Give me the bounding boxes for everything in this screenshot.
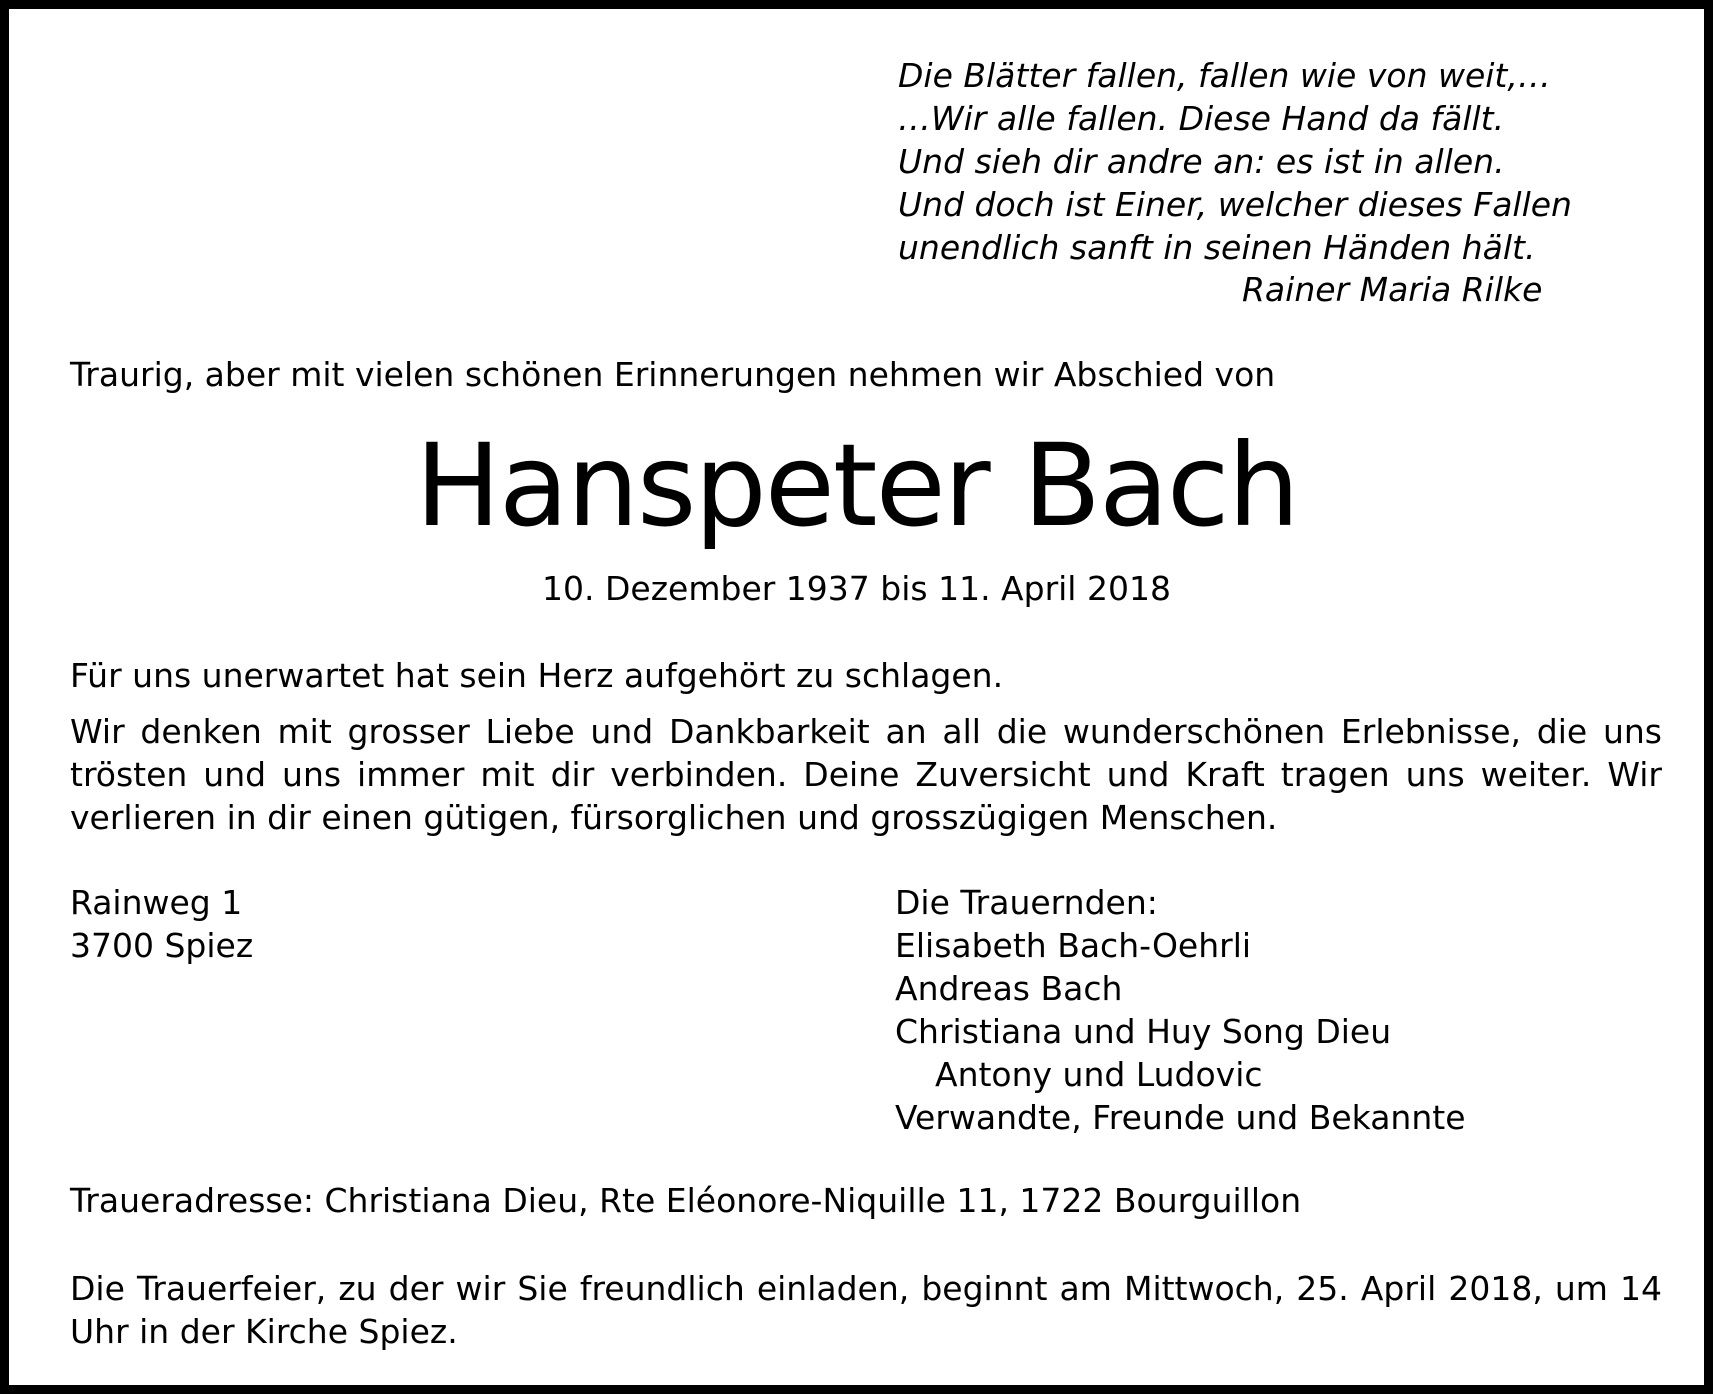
life-dates: 10. Dezember 1937 bis 11. April 2018 xyxy=(542,569,1171,608)
mourners-heading: Die Trauernden: xyxy=(895,883,1158,922)
poem xyxy=(898,54,1572,269)
poem-line: Und sieh dir andre an: es ist in allen. xyxy=(898,142,1505,181)
poem-line: unendlich sanft in seinen Händen hält. xyxy=(898,228,1536,267)
mourner-name: Christiana und Huy Song Dieu xyxy=(895,1012,1392,1051)
intro-text: Traurig, aber mit vielen schönen Erinnerungen nehmen wir Abschied von xyxy=(70,355,1276,394)
mourning-address: Traueradresse: Christiana Dieu, Rte Eléonore-Niquille 11, 1722 Bourguillon xyxy=(70,1181,1302,1220)
ceremony-info: Die Trauerfeier, zu der wir Sie freundlich einladen, beginnt am Mittwoch, 25. April 2018, um 14 Uhr in der Kirche Spiez. xyxy=(70,1269,1662,1351)
mourner-name: Verwandte, Freunde und Bekannte xyxy=(895,1098,1466,1137)
family-address xyxy=(70,881,253,967)
mourner-name: Elisabeth Bach-Oehrli xyxy=(895,926,1252,965)
mourners-list xyxy=(895,881,1466,1139)
mourner-name: Andreas Bach xyxy=(895,969,1123,1008)
address-city: 3700 Spiez xyxy=(70,926,254,965)
address-street: Rainweg 1 xyxy=(70,883,243,922)
poem-author: Rainer Maria Rilke xyxy=(1242,270,1543,309)
poem-line: Die Blätter fallen, fallen wie von weit,… xyxy=(898,56,1551,95)
message-heart: Für uns unerwartet hat sein Herz aufgehört zu schlagen. xyxy=(70,656,1004,695)
mourner-name: Antony und Ludovic xyxy=(935,1055,1263,1094)
deceased-name: Hanspeter Bach xyxy=(415,419,1298,552)
poem-line: Und doch ist Einer, welcher dieses Fallen xyxy=(898,185,1572,224)
poem-line: …Wir alle fallen. Diese Hand da fällt. xyxy=(898,99,1505,138)
message-memories: Wir denken mit grosser Liebe und Dankbarkeit an all die wunderschönen Erlebnisse, die uns trösten und uns immer mit dir verbinden. Deine Zuversicht und Kraft tragen uns weiter. Wir verlieren in dir einen gütigen, fürsorglichen und grosszügigen Menschen. xyxy=(70,712,1662,837)
